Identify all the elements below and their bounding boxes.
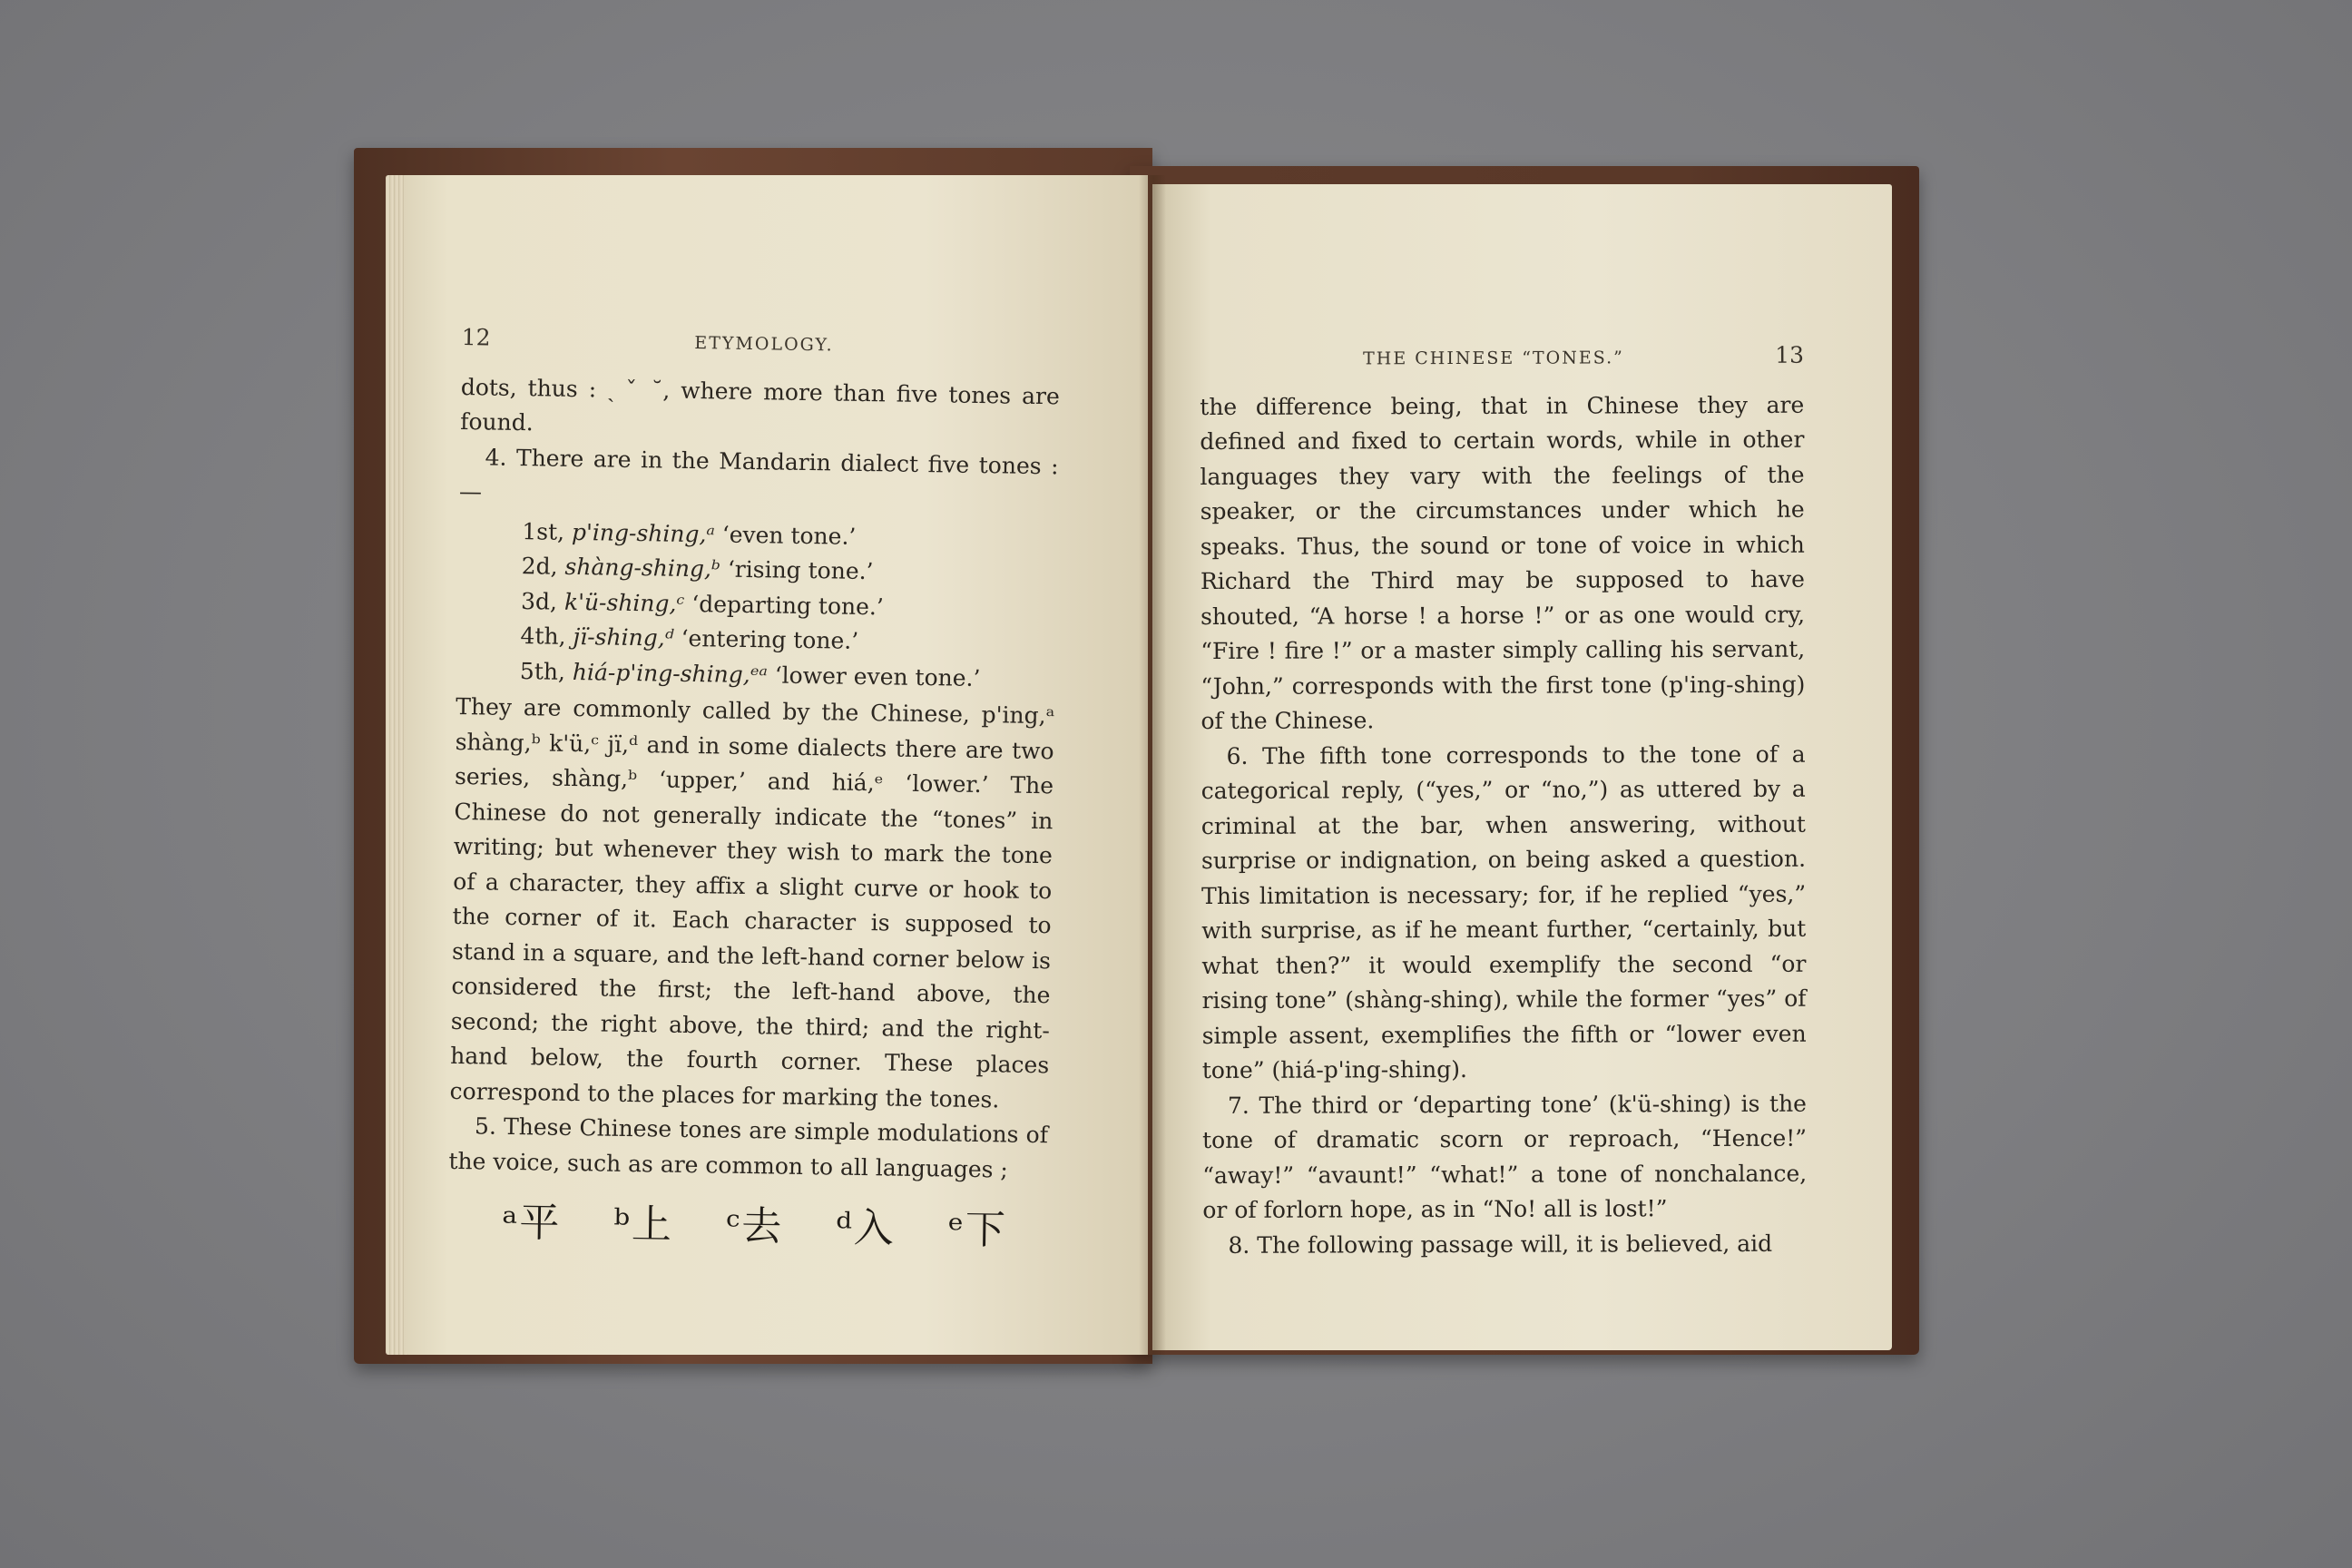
tone-meaning: ‘lower even tone.’ [774,661,981,691]
tone-meaning: ‘departing tone.’ [691,590,885,620]
tone-meaning: ‘even tone.’ [721,521,857,550]
left-page-header [461,320,1061,367]
left-page-number: 12 [461,323,491,351]
left-intro-paragraph: dots, thus : ˎ ˇ ˘, where more than five tones are found. [460,373,1060,436]
left-running-head: ETYMOLOGY. [694,333,834,356]
right-page-number: 13 [1775,341,1805,368]
right-running-head: THE CHINESE “TONES.” [1363,348,1624,369]
tone-romanization: p'ing-shing,ᵃ [571,518,716,547]
footnote-char-b: ᵇ上 [612,1200,674,1249]
section-8-paragraph: 8. The following passage will, it is believed, aid [1228,1230,1773,1259]
footnote-char-c: ᶜ去 [725,1202,784,1250]
tone-list [520,514,1058,698]
tone-ordinal: 5th, [519,657,566,685]
footnote-char-e: ᵉ下 [947,1206,1008,1254]
section-5-paragraph: 5. These Chinese tones are simple modulations of the voice, such as are common to all languages ; [448,1112,1049,1183]
left-page [404,175,1148,1355]
tone-romanization: shàng-shing,ᵇ [564,553,721,583]
tone-ordinal: 2d, [521,553,558,580]
section-6-paragraph: 6. The fifth tone corresponds to the tone of a categorical reply, (“yes,” or “no,”) as uttered by a criminal at the bar, when answering, without surprise or indignation, on being asked a question. This limitation is necessary; for, if he replied “yes,” with surprise, as if he meant further, “certainly, but what then?” it would exemplify the second “or rising tone” (shàng-shing), while the former “yes” of simple assent, exemplifies the fifth or “lower even tone” (hiá-p'ing-shing). [1200,740,1807,1083]
tone-romanization: k'ü-shing,ᶜ [564,588,685,617]
tones-explanation-paragraph: They are commonly called by the Chinese, p'ing,ᵃ shàng,ᵇ k'ü,ᶜ jï,ᵈ and in some dialects there are two series, shàng,ᵇ ‘upper,’ and hiá,ᵉ ‘lower.’ The Chinese do not generally indicate the “tones” in writing; but whenever they wish to mark the tone of a character, they affix a slight curve or hook to the corner of it. Each character is supposed to stand in a square, and the left-hand corner below is considered the first; the left-hand above, the second; the right above, the third; and the right-hand below, the fourth corner. These places correspond to the places for marking the tones. [449,692,1055,1112]
footnote-char-a: ᵃ平 [501,1199,562,1247]
right-page-header [1200,338,1804,377]
tone-romanization: hiá-p'ing-shing,ᵉᵃ [572,658,769,688]
tone-meaning: ‘rising tone.’ [727,555,874,585]
tone-item-5 [520,654,1056,698]
open-book [349,148,1926,1368]
footnote-characters [502,1196,1047,1259]
tone-ordinal: 3d, [520,587,558,615]
book-gutter [1139,175,1166,1355]
section-7-paragraph: 7. The third or ‘departing tone’ (k'ü-shing) is the tone of dramatic scorn or reproach, “Hence!” “away!” “avaunt!” “what!” a tone of nonchalance, or of forlorn hope, as in “No! all is lost!” [1202,1090,1808,1223]
right-page [1152,184,1892,1350]
continuation-paragraph: the difference being, that in Chinese they are defined and fixed to certain words, while in other languages they vary with the feelings of the speaker, or the circumstances under which he speaks. Thus, the sound or tone of voice in which Richard the Third may be supposed to have shouted, “A horse ! a horse !” or as one would cry, “Fire ! fire !” or a master simply calling his servant, “John,” corresponds with the first tone (p'ing-shing) of the Chinese. [1200,391,1806,734]
tone-ordinal: 1st, [522,517,565,545]
left-page-content [447,320,1061,1259]
section-4-paragraph: 4. There are in the Mandarin dialect five tones :— [458,443,1059,505]
tone-romanization: jï-shing,ᵈ [573,622,674,652]
right-page-content [1200,338,1808,1263]
tone-meaning: ‘entering tone.’ [681,624,859,654]
footnote-char-d: ᵈ入 [835,1204,897,1252]
tone-ordinal: 4th, [520,622,566,650]
